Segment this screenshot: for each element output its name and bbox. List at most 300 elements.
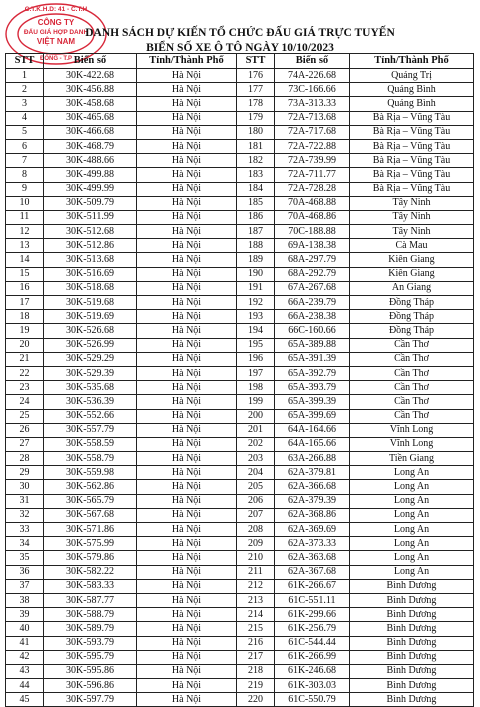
table-row bbox=[6, 423, 474, 437]
stt-cell: 181 bbox=[237, 139, 275, 153]
province-cell: Kiên Giang bbox=[350, 267, 474, 281]
stt-cell: 11 bbox=[6, 210, 44, 224]
province-cell: Hà Nội bbox=[137, 310, 237, 324]
plate-cell: 30K-499.88 bbox=[44, 168, 137, 182]
stt-cell: 216 bbox=[237, 636, 275, 650]
stt-cell: 43 bbox=[6, 664, 44, 678]
stt-cell: 29 bbox=[6, 466, 44, 480]
plate-cell: 61C-544.44 bbox=[275, 636, 350, 650]
province-cell: Bà Rịa – Vũng Tàu bbox=[350, 182, 474, 196]
stt-cell: 183 bbox=[237, 168, 275, 182]
plate-cell: 62A-379.81 bbox=[275, 466, 350, 480]
table-row bbox=[6, 466, 474, 480]
plate-cell: 30K-509.79 bbox=[44, 196, 137, 210]
plate-cell: 67A-267.68 bbox=[275, 281, 350, 295]
province-cell: Hà Nội bbox=[137, 636, 237, 650]
province-cell: Bình Dương bbox=[350, 664, 474, 678]
plate-cell: 68A-292.79 bbox=[275, 267, 350, 281]
province-cell: Hà Nội bbox=[137, 296, 237, 310]
table-row bbox=[6, 437, 474, 451]
plate-cell: 72A-728.28 bbox=[275, 182, 350, 196]
stt-cell: 15 bbox=[6, 267, 44, 281]
stt-cell: 1 bbox=[6, 69, 44, 83]
stt-cell: 199 bbox=[237, 395, 275, 409]
column-header: Tỉnh/Thành Phố bbox=[350, 54, 474, 69]
stt-cell: 179 bbox=[237, 111, 275, 125]
plate-cell: 30K-589.79 bbox=[44, 622, 137, 636]
plate-cell: 30K-559.98 bbox=[44, 466, 137, 480]
province-cell: Long An bbox=[350, 537, 474, 551]
plate-cell: 30K-458.68 bbox=[44, 97, 137, 111]
plate-cell: 30K-557.79 bbox=[44, 423, 137, 437]
province-cell: Hà Nội bbox=[137, 210, 237, 224]
table-row bbox=[6, 664, 474, 678]
table-row bbox=[6, 608, 474, 622]
plate-cell: 30K-468.79 bbox=[44, 139, 137, 153]
table-row bbox=[6, 225, 474, 239]
table-row bbox=[6, 125, 474, 139]
plate-cell: 30K-512.86 bbox=[44, 239, 137, 253]
province-cell: Hà Nội bbox=[137, 608, 237, 622]
table-row bbox=[6, 352, 474, 366]
table-row bbox=[6, 395, 474, 409]
stt-cell: 200 bbox=[237, 409, 275, 423]
table-row bbox=[6, 537, 474, 551]
province-cell: Tây Ninh bbox=[350, 225, 474, 239]
table-row bbox=[6, 679, 474, 693]
stt-cell: 42 bbox=[6, 650, 44, 664]
table-row bbox=[6, 693, 474, 707]
stt-cell: 191 bbox=[237, 281, 275, 295]
province-cell: Hà Nội bbox=[137, 281, 237, 295]
plate-cell: 30K-526.99 bbox=[44, 338, 137, 352]
seal-text-bottom: ĐỐNG - T.P bbox=[39, 56, 73, 62]
stt-cell: 201 bbox=[237, 423, 275, 437]
stt-cell: 207 bbox=[237, 508, 275, 522]
stt-cell: 218 bbox=[237, 664, 275, 678]
province-cell: Hà Nội bbox=[137, 168, 237, 182]
province-cell: Hà Nội bbox=[137, 111, 237, 125]
table-row bbox=[6, 281, 474, 295]
stt-cell: 198 bbox=[237, 381, 275, 395]
plate-cell: 30K-582.22 bbox=[44, 565, 137, 579]
table-row bbox=[6, 111, 474, 125]
plate-cell: 65A-389.88 bbox=[275, 338, 350, 352]
stt-cell: 45 bbox=[6, 693, 44, 707]
plate-cell: 30K-583.33 bbox=[44, 579, 137, 593]
stt-cell: 203 bbox=[237, 452, 275, 466]
table-row bbox=[6, 366, 474, 380]
province-cell: Cần Thơ bbox=[350, 366, 474, 380]
plate-cell: 62A-363.68 bbox=[275, 551, 350, 565]
table-row bbox=[6, 494, 474, 508]
plate-cell: 30K-529.29 bbox=[44, 352, 137, 366]
province-cell: Hà Nội bbox=[137, 69, 237, 83]
province-cell: Hà Nội bbox=[137, 97, 237, 111]
province-cell: Hà Nội bbox=[137, 139, 237, 153]
plate-cell: 30K-516.69 bbox=[44, 267, 137, 281]
plate-cell: 65A-399.39 bbox=[275, 395, 350, 409]
table-row bbox=[6, 97, 474, 111]
plate-cell: 69A-138.38 bbox=[275, 239, 350, 253]
province-cell: Kiên Giang bbox=[350, 253, 474, 267]
stt-cell: 21 bbox=[6, 352, 44, 366]
plate-cell: 62A-367.68 bbox=[275, 565, 350, 579]
stt-cell: 44 bbox=[6, 679, 44, 693]
province-cell: Bình Dương bbox=[350, 693, 474, 707]
stt-cell: 206 bbox=[237, 494, 275, 508]
seal-text-name: ĐẤU GIÁ HỢP DANH bbox=[23, 29, 89, 36]
column-header: Biển số bbox=[44, 54, 137, 69]
province-cell: Hà Nội bbox=[137, 239, 237, 253]
plate-cell: 30K-565.79 bbox=[44, 494, 137, 508]
plate-cell: 61K-303.03 bbox=[275, 679, 350, 693]
stt-cell: 3 bbox=[6, 97, 44, 111]
column-header: STT bbox=[6, 54, 44, 69]
table-row bbox=[6, 310, 474, 324]
plate-cell: 70C-188.88 bbox=[275, 225, 350, 239]
plate-cell: 30K-579.86 bbox=[44, 551, 137, 565]
plate-cell: 30K-519.69 bbox=[44, 310, 137, 324]
plate-cell: 66A-238.38 bbox=[275, 310, 350, 324]
province-cell: Tây Ninh bbox=[350, 210, 474, 224]
province-cell: Bình Dương bbox=[350, 608, 474, 622]
stt-cell: 194 bbox=[237, 324, 275, 338]
stt-cell: 197 bbox=[237, 366, 275, 380]
province-cell: Hà Nội bbox=[137, 267, 237, 281]
table-row bbox=[6, 139, 474, 153]
province-cell: Hà Nội bbox=[137, 480, 237, 494]
table-row bbox=[6, 579, 474, 593]
plate-cell: 30K-567.68 bbox=[44, 508, 137, 522]
province-cell: Hà Nội bbox=[137, 338, 237, 352]
stt-cell: 195 bbox=[237, 338, 275, 352]
plate-cell: 65A-391.39 bbox=[275, 352, 350, 366]
province-cell: Hà Nội bbox=[137, 551, 237, 565]
table-row bbox=[6, 83, 474, 97]
table-row bbox=[6, 296, 474, 310]
document-title: DANH SÁCH DỰ KIẾN TỔ CHỨC ĐẤU GIÁ TRỰC TUYẾN bbox=[85, 27, 395, 39]
province-cell: Hà Nội bbox=[137, 508, 237, 522]
plate-cell: 30K-513.68 bbox=[44, 253, 137, 267]
stt-cell: 180 bbox=[237, 125, 275, 139]
province-cell: Hà Nội bbox=[137, 366, 237, 380]
stt-cell: 185 bbox=[237, 196, 275, 210]
plate-cell: 62A-373.33 bbox=[275, 537, 350, 551]
province-cell: Long An bbox=[350, 523, 474, 537]
province-cell: Hà Nội bbox=[137, 381, 237, 395]
stt-cell: 212 bbox=[237, 579, 275, 593]
province-cell: Cần Thơ bbox=[350, 352, 474, 366]
stt-cell: 22 bbox=[6, 366, 44, 380]
province-cell: Hà Nội bbox=[137, 182, 237, 196]
province-cell: Bình Dương bbox=[350, 593, 474, 607]
plate-cell: 30K-456.88 bbox=[44, 83, 137, 97]
plate-cell: 72A-711.77 bbox=[275, 168, 350, 182]
plate-cell: 65A-399.69 bbox=[275, 409, 350, 423]
stt-cell: 33 bbox=[6, 523, 44, 537]
plate-cell: 30K-499.99 bbox=[44, 182, 137, 196]
plate-cell: 64A-165.66 bbox=[275, 437, 350, 451]
province-cell: Hà Nội bbox=[137, 650, 237, 664]
province-cell: Cần Thơ bbox=[350, 338, 474, 352]
stt-cell: 214 bbox=[237, 608, 275, 622]
table-row bbox=[6, 593, 474, 607]
stt-cell: 209 bbox=[237, 537, 275, 551]
plate-cell: 30K-558.79 bbox=[44, 452, 137, 466]
stt-cell: 211 bbox=[237, 565, 275, 579]
stt-cell: 32 bbox=[6, 508, 44, 522]
stt-cell: 27 bbox=[6, 437, 44, 451]
stt-cell: 186 bbox=[237, 210, 275, 224]
plate-cell: 74A-226.68 bbox=[275, 69, 350, 83]
province-cell: Đồng Tháp bbox=[350, 324, 474, 338]
table-row bbox=[6, 523, 474, 537]
column-header: STT bbox=[237, 54, 275, 69]
plate-cell: 62A-366.68 bbox=[275, 480, 350, 494]
plate-cell: 30K-595.86 bbox=[44, 664, 137, 678]
province-cell: Hà Nội bbox=[137, 125, 237, 139]
stt-cell: 20 bbox=[6, 338, 44, 352]
province-cell: Hà Nội bbox=[137, 593, 237, 607]
province-cell: Cần Thơ bbox=[350, 381, 474, 395]
province-cell: Bà Rịa – Vũng Tàu bbox=[350, 111, 474, 125]
plate-cell: 30K-466.68 bbox=[44, 125, 137, 139]
stt-cell: 23 bbox=[6, 381, 44, 395]
plate-cell: 30K-558.59 bbox=[44, 437, 137, 451]
stt-cell: 6 bbox=[6, 139, 44, 153]
stt-cell: 8 bbox=[6, 168, 44, 182]
stt-cell: 37 bbox=[6, 579, 44, 593]
stt-cell: 182 bbox=[237, 154, 275, 168]
province-cell: Hà Nội bbox=[137, 154, 237, 168]
plate-cell: 62A-368.86 bbox=[275, 508, 350, 522]
stt-cell: 177 bbox=[237, 83, 275, 97]
stt-cell: 38 bbox=[6, 593, 44, 607]
plate-cell: 30K-488.66 bbox=[44, 154, 137, 168]
table-row bbox=[6, 338, 474, 352]
province-cell: Long An bbox=[350, 565, 474, 579]
plate-cell: 61K-256.79 bbox=[275, 622, 350, 636]
document-header bbox=[0, 26, 480, 56]
plate-cell: 62A-369.69 bbox=[275, 523, 350, 537]
province-cell: Vĩnh Long bbox=[350, 437, 474, 451]
plate-cell: 72A-717.68 bbox=[275, 125, 350, 139]
plate-cell: 61K-266.99 bbox=[275, 650, 350, 664]
plate-cell: 30K-422.68 bbox=[44, 69, 137, 83]
table-row bbox=[6, 480, 474, 494]
province-cell: Quảng Bình bbox=[350, 83, 474, 97]
stt-cell: 217 bbox=[237, 650, 275, 664]
plate-cell: 30K-465.68 bbox=[44, 111, 137, 125]
plate-cell: 61K-266.67 bbox=[275, 579, 350, 593]
province-cell: Bình Dương bbox=[350, 650, 474, 664]
stt-cell: 13 bbox=[6, 239, 44, 253]
stt-cell: 5 bbox=[6, 125, 44, 139]
province-cell: Hà Nội bbox=[137, 437, 237, 451]
column-header: Tỉnh/Thành Phố bbox=[137, 54, 237, 69]
province-cell: Hà Nội bbox=[137, 225, 237, 239]
plate-cell: 30K-535.68 bbox=[44, 381, 137, 395]
plate-cell: 61K-299.66 bbox=[275, 608, 350, 622]
plate-cell: 30K-571.86 bbox=[44, 523, 137, 537]
plate-cell: 61C-550.79 bbox=[275, 693, 350, 707]
stt-cell: 35 bbox=[6, 551, 44, 565]
table-row bbox=[6, 452, 474, 466]
province-cell: Bình Dương bbox=[350, 679, 474, 693]
plate-cell: 30K-552.66 bbox=[44, 409, 137, 423]
table-row bbox=[6, 154, 474, 168]
stt-cell: 213 bbox=[237, 593, 275, 607]
table-row bbox=[6, 196, 474, 210]
stt-cell: 30 bbox=[6, 480, 44, 494]
stt-cell: 189 bbox=[237, 253, 275, 267]
stt-cell: 36 bbox=[6, 565, 44, 579]
stt-cell: 176 bbox=[237, 69, 275, 83]
stt-cell: 14 bbox=[6, 253, 44, 267]
province-cell: Hà Nội bbox=[137, 523, 237, 537]
plate-cell: 30K-562.86 bbox=[44, 480, 137, 494]
plate-cell: 61C-551.11 bbox=[275, 593, 350, 607]
province-cell: Hà Nội bbox=[137, 83, 237, 97]
province-cell: Cần Thơ bbox=[350, 409, 474, 423]
province-cell: Hà Nội bbox=[137, 409, 237, 423]
plate-cell: 30K-519.68 bbox=[44, 296, 137, 310]
stt-cell: 9 bbox=[6, 182, 44, 196]
province-cell: Cần Thơ bbox=[350, 395, 474, 409]
seal-text-top: C.T.K.H.D: 41 - C.T.H bbox=[24, 6, 88, 13]
plate-cell: 30K-536.39 bbox=[44, 395, 137, 409]
stt-cell: 208 bbox=[237, 523, 275, 537]
plate-cell: 68A-297.79 bbox=[275, 253, 350, 267]
stt-cell: 192 bbox=[237, 296, 275, 310]
seal-text-country: VIỆT NAM bbox=[36, 37, 76, 46]
stt-cell: 205 bbox=[237, 480, 275, 494]
table-row bbox=[6, 622, 474, 636]
stt-cell: 40 bbox=[6, 622, 44, 636]
province-cell: Hà Nội bbox=[137, 679, 237, 693]
province-cell: Bình Dương bbox=[350, 622, 474, 636]
stt-cell: 187 bbox=[237, 225, 275, 239]
table-row bbox=[6, 565, 474, 579]
plate-cell: 30K-512.68 bbox=[44, 225, 137, 239]
stt-cell: 10 bbox=[6, 196, 44, 210]
stt-cell: 190 bbox=[237, 267, 275, 281]
plate-cell: 65A-392.79 bbox=[275, 366, 350, 380]
table-row bbox=[6, 324, 474, 338]
table-row bbox=[6, 182, 474, 196]
province-cell: Quảng Trị bbox=[350, 69, 474, 83]
table-row bbox=[6, 508, 474, 522]
province-cell: Bà Rịa – Vũng Tàu bbox=[350, 139, 474, 153]
province-cell: Long An bbox=[350, 480, 474, 494]
province-cell: Hà Nội bbox=[137, 494, 237, 508]
stt-cell: 202 bbox=[237, 437, 275, 451]
plate-cell: 30K-518.68 bbox=[44, 281, 137, 295]
stt-cell: 26 bbox=[6, 423, 44, 437]
plate-cell: 30K-529.39 bbox=[44, 366, 137, 380]
stt-cell: 4 bbox=[6, 111, 44, 125]
table-header-row bbox=[6, 54, 474, 69]
province-cell: Hà Nội bbox=[137, 565, 237, 579]
table-row bbox=[6, 551, 474, 565]
table-row bbox=[6, 253, 474, 267]
stt-cell: 31 bbox=[6, 494, 44, 508]
stt-cell: 24 bbox=[6, 395, 44, 409]
province-cell: Quảng Bình bbox=[350, 97, 474, 111]
table-row bbox=[6, 69, 474, 83]
plate-cell: 30K-596.86 bbox=[44, 679, 137, 693]
table-row bbox=[6, 168, 474, 182]
seal-text-company: CÔNG TY bbox=[37, 18, 75, 27]
province-cell: Tiền Giang bbox=[350, 452, 474, 466]
province-cell: Hà Nội bbox=[137, 324, 237, 338]
province-cell: Hà Nội bbox=[137, 423, 237, 437]
province-cell: Hà Nội bbox=[137, 537, 237, 551]
stt-cell: 12 bbox=[6, 225, 44, 239]
table-row bbox=[6, 409, 474, 423]
stt-cell: 210 bbox=[237, 551, 275, 565]
province-cell: Bà Rịa – Vũng Tàu bbox=[350, 168, 474, 182]
stt-cell: 2 bbox=[6, 83, 44, 97]
province-cell: An Giang bbox=[350, 281, 474, 295]
province-cell: Hà Nội bbox=[137, 579, 237, 593]
province-cell: Long An bbox=[350, 551, 474, 565]
plate-cell: 30K-595.79 bbox=[44, 650, 137, 664]
province-cell: Hà Nội bbox=[137, 466, 237, 480]
province-cell: Long An bbox=[350, 508, 474, 522]
stt-cell: 41 bbox=[6, 636, 44, 650]
table-row bbox=[6, 210, 474, 224]
stt-cell: 19 bbox=[6, 324, 44, 338]
stt-cell: 28 bbox=[6, 452, 44, 466]
plate-cell: 30K-593.79 bbox=[44, 636, 137, 650]
plate-cell: 72A-713.68 bbox=[275, 111, 350, 125]
plate-cell: 70A-468.88 bbox=[275, 196, 350, 210]
plate-cell: 30K-511.99 bbox=[44, 210, 137, 224]
province-cell: Bình Dương bbox=[350, 579, 474, 593]
province-cell: Bà Rịa – Vũng Tàu bbox=[350, 154, 474, 168]
plate-cell: 73C-166.66 bbox=[275, 83, 350, 97]
province-cell: Hà Nội bbox=[137, 693, 237, 707]
plate-cell: 30K-597.79 bbox=[44, 693, 137, 707]
province-cell: Long An bbox=[350, 466, 474, 480]
province-cell: Đồng Tháp bbox=[350, 310, 474, 324]
province-cell: Vĩnh Long bbox=[350, 423, 474, 437]
stt-cell: 17 bbox=[6, 296, 44, 310]
table-row bbox=[6, 239, 474, 253]
province-cell: Hà Nội bbox=[137, 395, 237, 409]
plate-cell: 30K-587.77 bbox=[44, 593, 137, 607]
plate-cell: 65A-393.79 bbox=[275, 381, 350, 395]
plate-cell: 66A-239.79 bbox=[275, 296, 350, 310]
plate-cell: 66C-160.66 bbox=[275, 324, 350, 338]
stt-cell: 193 bbox=[237, 310, 275, 324]
plate-cell: 70A-468.86 bbox=[275, 210, 350, 224]
stt-cell: 219 bbox=[237, 679, 275, 693]
table-body bbox=[6, 69, 474, 707]
province-cell: Bà Rịa – Vũng Tàu bbox=[350, 125, 474, 139]
province-cell: Tây Ninh bbox=[350, 196, 474, 210]
plate-cell: 72A-739.99 bbox=[275, 154, 350, 168]
stt-cell: 178 bbox=[237, 97, 275, 111]
stt-cell: 16 bbox=[6, 281, 44, 295]
province-cell: Cà Mau bbox=[350, 239, 474, 253]
stt-cell: 184 bbox=[237, 182, 275, 196]
plate-cell: 64A-164.66 bbox=[275, 423, 350, 437]
province-cell: Long An bbox=[350, 494, 474, 508]
province-cell: Hà Nội bbox=[137, 253, 237, 267]
